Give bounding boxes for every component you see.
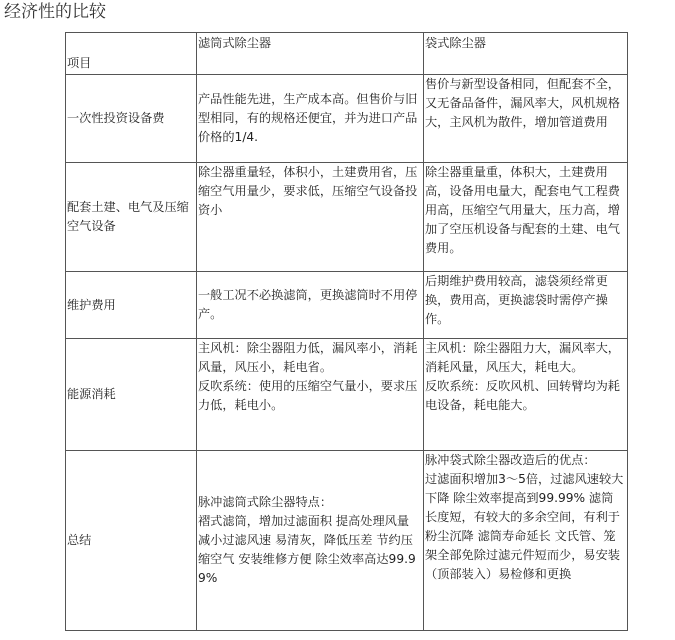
bag-summary-body: 过滤面积增加3～5倍，过滤风速较大下降 除尘效率提高到99.99% 滤筒长度短，有较大的多余空间，有利于粉尘沉降 滤筒寿命延长 文氏管、笼架全部免除过滤元件短而少，易安装（顶部装入）易检修和更换 (425, 472, 624, 581)
bag-cell: 后期维护费用较高，滤袋须经常更换，费用高，更换滤袋时需停产操作。 (424, 272, 628, 339)
bag-cell: 售价与新型设备相同，但配套不全，又无备品备件，漏风率大，风机规格大，主风机为散件，增加管道费用 (424, 75, 628, 163)
bag-energy-blowback: 反吹系统：反吹风机、回转臂均为耗电设备，耗电能大。 (425, 379, 620, 412)
table-header-row (66, 33, 628, 75)
filter-cell (197, 339, 424, 451)
bag-cell: 除尘器重量重，体积大，土建费用高，设备用电量大，配套电气工程费用高，压缩空气用量大，压力高，增加了空压机设备与配套的土建、电气费用。 (424, 163, 628, 272)
bag-cell (424, 339, 628, 451)
row-item-label: 总结 (66, 451, 197, 631)
filter-cell: 一般工况不必换滤筒，更换滤筒时不用停产。 (197, 272, 424, 339)
row-item-label: 一次性投资设备费 (66, 75, 197, 163)
bag-energy-fan: 主风机：除尘器阻力大，漏风率大，消耗风量，风压大，耗电大。 (425, 341, 620, 374)
bag-cell (424, 451, 628, 631)
table-row (66, 75, 628, 163)
comparison-table (65, 32, 628, 631)
row-item-label: 维护费用 (66, 272, 197, 339)
header-item: 项目 (66, 33, 197, 75)
bag-summary-heading: 脉冲袋式除尘器改造后的优点： (425, 453, 596, 467)
row-item-label: 配套土建、电气及压缩空气设备 (66, 163, 197, 272)
filter-energy-fan: 主风机：除尘器阻力低，漏风率小，消耗风量，风压小，耗电省。 (198, 341, 418, 374)
page-title: 经济性的比较 (4, 2, 106, 22)
filter-cell (197, 451, 424, 631)
table-row (66, 272, 628, 339)
filter-cell: 产品性能先进，生产成本高。但售价与旧型相同，有的规格还便宜，并为进口产品价格的1/4. (197, 75, 424, 163)
filter-summary-body: 褶式滤筒，增加过滤面积 提高处理风量 减小过滤风速 易清灰，降低压差 节约压缩空气 安装维修方便 除尘效率高达99.99% (198, 514, 416, 585)
table-row (66, 163, 628, 272)
row-item-label: 能源消耗 (66, 339, 197, 451)
filter-summary-heading: 脉冲滤筒式除尘器特点： (198, 495, 333, 509)
header-filter-cartridge: 滤筒式除尘器 (197, 33, 424, 75)
table-row (66, 451, 628, 631)
filter-cell: 除尘器重量轻，体积小，土建费用省，压缩空气用量少，要求低，压缩空气设备投资小 (197, 163, 424, 272)
header-bag-filter: 袋式除尘器 (424, 33, 628, 75)
table-row (66, 339, 628, 451)
filter-energy-blowback: 反吹系统：使用的压缩空气量小，要求压力低，耗电小。 (198, 379, 418, 412)
